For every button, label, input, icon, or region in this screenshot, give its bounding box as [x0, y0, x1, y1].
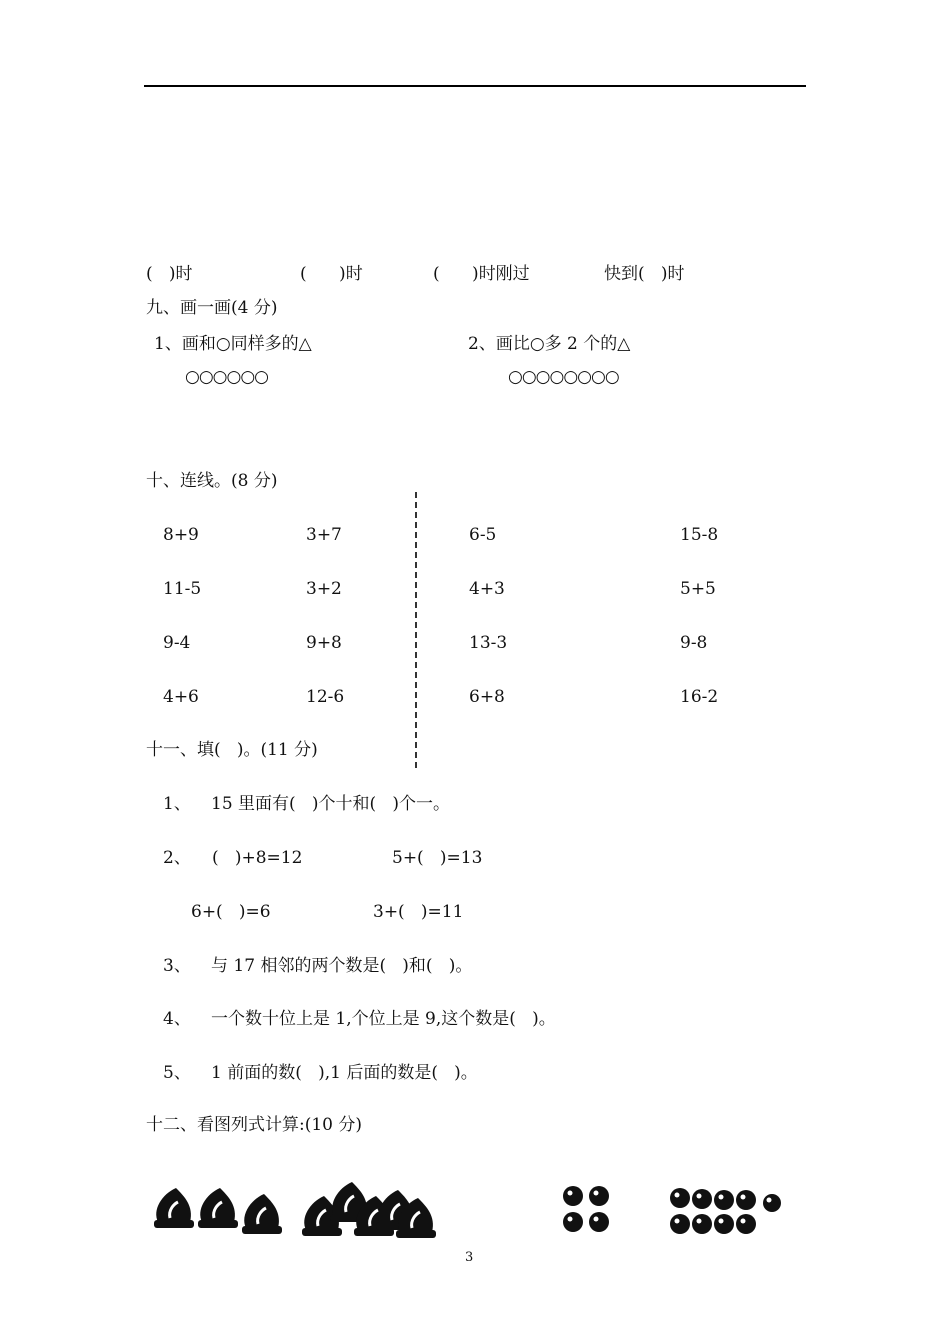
- question-text: 15 里面有( )个十和( )个一。: [211, 794, 450, 814]
- clock-answer-4: 快到( )时: [604, 264, 685, 284]
- ball-icon: [736, 1190, 756, 1210]
- section-9-q2-label: 2、画比○多 2 个的△: [468, 334, 631, 354]
- clock-answer-2: ( )时: [300, 264, 363, 284]
- match-expr: 13-3: [469, 633, 508, 653]
- question-text: 一个数十位上是 1,个位上是 9,这个数是( )。: [211, 1009, 556, 1029]
- ball-icon: [670, 1188, 690, 1208]
- question-text: 3+( )=11: [373, 902, 464, 922]
- section-9-heading: 九、画一画(4 分): [146, 298, 278, 318]
- match-expr: 16-2: [680, 687, 719, 707]
- ball-icon: [714, 1214, 734, 1234]
- ball-group-4-picture: [668, 1186, 788, 1236]
- ball-icon: [763, 1194, 781, 1212]
- peach-group-2-picture: [296, 1174, 441, 1244]
- peach-icon: [198, 1188, 238, 1228]
- page-number: 3: [465, 1250, 474, 1265]
- question-text: ( )+8=12: [212, 848, 303, 868]
- peach-icon: [242, 1194, 282, 1234]
- ball-icon: [670, 1214, 690, 1234]
- match-expr: 9-8: [680, 633, 708, 653]
- question-number: 2、: [163, 848, 191, 868]
- ball-group-3-picture: [560, 1184, 616, 1236]
- clock-answer-3: ( )时刚过: [433, 264, 530, 284]
- section-10-heading: 十、连线。(8 分): [146, 471, 278, 491]
- match-expr: 4+6: [163, 687, 199, 707]
- ball-icon: [563, 1212, 583, 1232]
- ball-icon: [589, 1186, 609, 1206]
- section-9-q1-label: 1、画和○同样多的△: [154, 334, 312, 354]
- question-number: 4、: [163, 1009, 191, 1029]
- ball-icon: [692, 1189, 712, 1209]
- match-expr: 9-4: [163, 633, 191, 653]
- match-expr: 6+8: [469, 687, 505, 707]
- match-expr: 3+7: [306, 525, 342, 545]
- section-9-q2-circles: ○○○○○○○○: [508, 367, 619, 387]
- section-12-heading: 十二、看图列式计算:(10 分): [146, 1115, 363, 1135]
- match-expr: 8+9: [163, 525, 199, 545]
- match-expr: 4+3: [469, 579, 505, 599]
- question-number: 1、: [163, 794, 191, 814]
- header-rule: [144, 85, 806, 87]
- ball-icon: [589, 1212, 609, 1232]
- question-number: 3、: [163, 956, 191, 976]
- match-expr: 11-5: [163, 579, 202, 599]
- section-9-q1-circles: ○○○○○○: [185, 367, 269, 387]
- match-expr: 12-6: [306, 687, 345, 707]
- clock-answer-1: ( )时: [146, 264, 193, 284]
- match-expr: 5+5: [680, 579, 716, 599]
- ball-icon: [736, 1214, 756, 1234]
- peach-group-1-picture: [150, 1180, 285, 1240]
- match-expr: 9+8: [306, 633, 342, 653]
- ball-icon: [692, 1214, 712, 1234]
- section-11-heading: 十一、填( )。(11 分): [146, 740, 318, 760]
- divider-dashed-line: [415, 492, 417, 768]
- question-text: 与 17 相邻的两个数是( )和( )。: [211, 956, 473, 976]
- ball-icon: [563, 1186, 583, 1206]
- question-text: 1 前面的数( ),1 后面的数是( )。: [211, 1063, 478, 1083]
- ball-icon: [714, 1190, 734, 1210]
- match-expr: 6-5: [469, 525, 497, 545]
- question-number: 5、: [163, 1063, 191, 1083]
- question-text: 6+( )=6: [191, 902, 271, 922]
- match-expr: 15-8: [680, 525, 719, 545]
- question-text: 5+( )=13: [392, 848, 483, 868]
- peach-icon: [154, 1188, 194, 1228]
- match-expr: 3+2: [306, 579, 342, 599]
